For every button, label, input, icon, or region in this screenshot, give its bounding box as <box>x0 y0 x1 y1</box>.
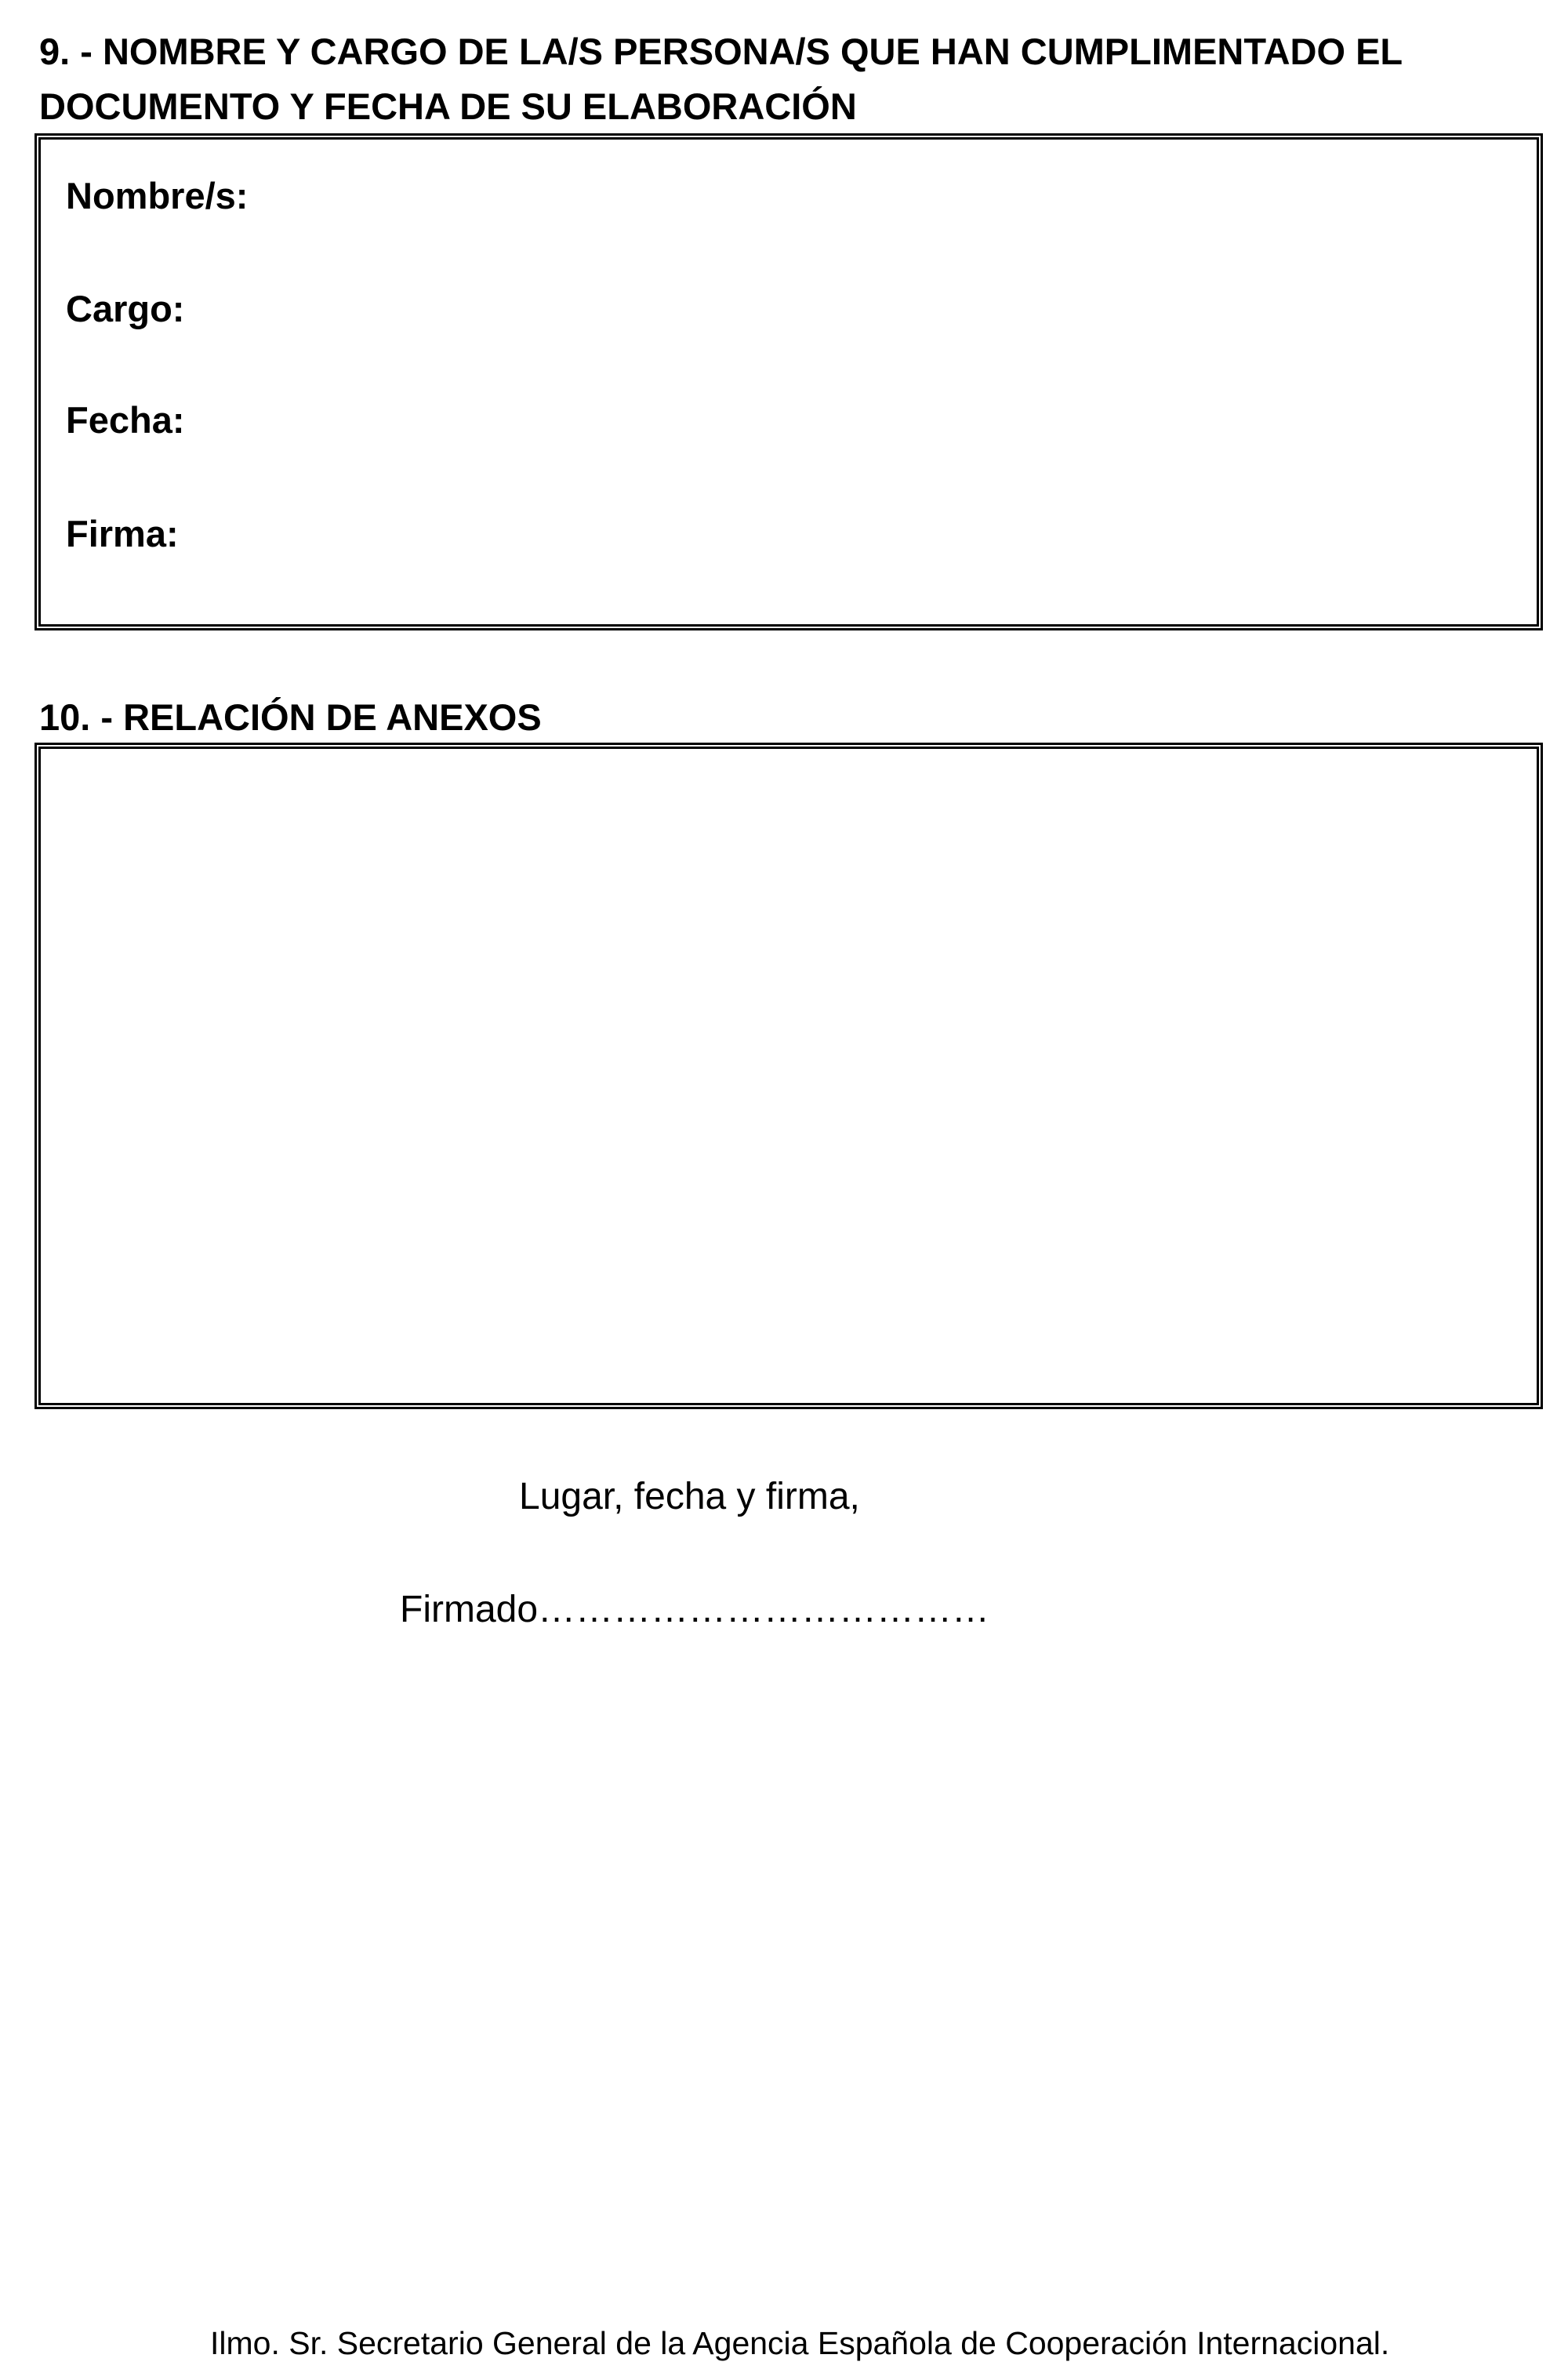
name-field-label: Nombre/s: <box>66 175 249 216</box>
section-9-heading-line-2: DOCUMENTO Y FECHA DE SU ELABORACIÓN <box>39 85 857 127</box>
signature-field-label: Firma: <box>66 513 179 554</box>
position-field-label: Cargo: <box>66 288 185 329</box>
place-date-signature-line: Lugar, fecha y firma, <box>519 1476 860 1517</box>
responsible-persons-box <box>34 133 1543 630</box>
section-9-heading-line-1: 9. - NOMBRE Y CARGO DE LA/S PERSONA/S QUE HAN CUMPLIMENTADO EL <box>39 31 1403 72</box>
section-9-heading <box>39 24 1403 134</box>
section-10-heading: 10. - RELACIÓN DE ANEXOS <box>39 696 542 738</box>
annexes-box <box>34 743 1543 1409</box>
signed-line: Firmado……………………………… <box>400 1589 990 1630</box>
date-field-label: Fecha: <box>66 399 185 441</box>
addressee-footer: Ilmo. Sr. Secretario General de la Agencia Española de Cooperación Internacional. <box>210 2325 1390 2361</box>
